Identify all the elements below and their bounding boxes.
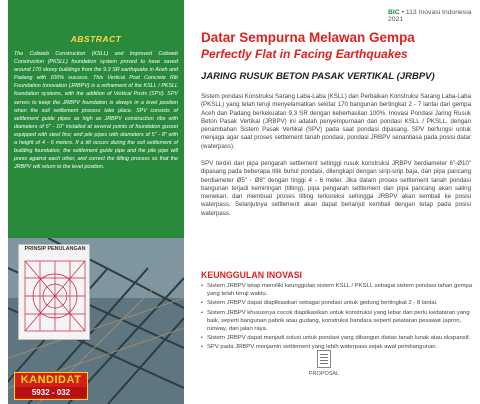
proposal-link[interactable] <box>304 350 344 377</box>
paragraph-2: SPV terdiri dari pipa pengarah settlement setinggi rusuk konstruksi JRBPV berdiameter 6"-Ø10" dipasang pada beberapa titik buhul pondasi, dilengkapi dengan sirip-sirip baja, dan pipa pancang berdiameter Ø5" - Ø8" dengan tinggi 4 - 6 meter. Jika dalam proses settlement tanah pondasi bangunan terjadi kemiringan (tilting), pipa pengarah settlement dan pipa pancang akan saling menekan, dan membuat proses tilting terkoreksi sehingga JRBPV akan kembali ke posisi waterpass. Selanjutnya settlement akan dapat berlanjut kembali dengan tetap pada posisi waterpass. <box>201 160 471 217</box>
advantage-item: • Sistem JRBPV dapat menjadi solusi untuk pondasi yang dibangun diatas tanah lunak atau ekspansif. <box>201 334 476 342</box>
main-subtitle-english: Perfectly Flat in Facing Earthquakes <box>201 47 408 61</box>
advantage-item: • Sistem JRBPV tetap memiliki keunggulan sistem KSLL / PKSLL sebagai sistem pondasi tahan gempa yang telah teruji waktu. <box>201 282 476 298</box>
advantage-item: • Sistem JRBPV khususnya cocok diaplikasikan untuk konstruksi yang lebar dan perlu kedataran yang baik, seperti bangunan pabrik atau gudang, konstruksi bandara seperti pelataran pesawat (apron, runway, dan jalan raya. <box>201 309 476 334</box>
header-text: • 113 Inovasi Indonesia 2021 <box>388 9 472 23</box>
candidate-code: 5932 - 032 <box>15 387 87 398</box>
grid-diagram-icon <box>21 255 89 337</box>
main-title: Datar Sempurna Melawan Gempa <box>201 30 415 45</box>
page-header <box>388 9 480 23</box>
proposal-label: PROPOSAL <box>308 371 340 377</box>
candidate-title: KANDIDAT <box>20 374 82 386</box>
left-panel <box>8 0 184 404</box>
reinforcement-diagram <box>18 244 90 340</box>
section-heading: JARING RUSUK BETON PASAK VERTIKAL (JRBPV) <box>201 71 435 82</box>
abstract-body: The Cobweb Construction (KSLL) and Improved Cobweb Construction (PKSLL) foundation system proved to have saved around 170 storey buildings from the 9.3 SR earthquake in Aceh and Padang with 100% success. This Vertical Post Concrete Rib Foundation Innovation (JRBPV) is a refinement of the KSLL / PKSLL foundation systems, with the addition of Vertical Posts (SPV). SPV serves to keep the JRBPV foundation is always in a level position when the soil settlement process take place. SPV consists of settlement guide pipes as high as JRBPV construction ribs with diameters of 6" - 10" installed at several points of foundation gusset equipped with steel fins; and pile pipes with diameters of 5" - 8" with a height of 4 - 6 meters. If a tilt occurs during the soil settlement of building foundation, the settlement guide pipe and the pile pipe will press against each other, and correct the tilting process so that the JRBPV will return to the level position. <box>14 51 178 171</box>
candidate-badge <box>14 372 88 400</box>
advantages-list <box>201 282 476 353</box>
header-bic: BIC <box>388 9 400 16</box>
abstract-box <box>14 34 178 240</box>
abstract-title: ABSTRACT <box>70 34 122 44</box>
paragraph-1: Sistem pondasi Konstruksi Sarang Laba-Laba (KSLL) dan Perbaikan Konstruksi Sarang Laba-Laba (PKSLL) yang telah teruji menyelamatkan sekitar 170 bangunan bertingkat 2 - 7 lantai dari gempa Aceh dan Padang berkekuatan 9,3 SR dengan keberhasilan 100%. Inovasi Pondasi Jaring Rusuk Beton Pasak Vertikal (JRBPV) ini adalah penyempurnaan dari pondasi KSLL / PKSLL, dengan penambahan Sistem Pasak Vertikal (SPV) pada saat pondasi dipasang. SPV berfungsi untuk menjaga agar saat proses settlement tanah pondasi, pondasi JRBPV senantiasa pada posisi datar (waterpass). <box>201 93 472 150</box>
advantage-item: • Sistem JRBPV dapat diaplikasikan sebagai pondasi untuk gedung bertingkat 2 - 8 lantai. <box>201 299 476 307</box>
diagram-label: PRINSIP PENULANGAN <box>24 246 86 252</box>
advantage-item: • SPV pada JRBPV menjamin settlement yang lebih waterpass sejak awal pembangunan. <box>201 343 476 351</box>
document-icon <box>317 350 331 368</box>
advantages-title: KEUNGGULAN INOVASI <box>201 270 303 280</box>
